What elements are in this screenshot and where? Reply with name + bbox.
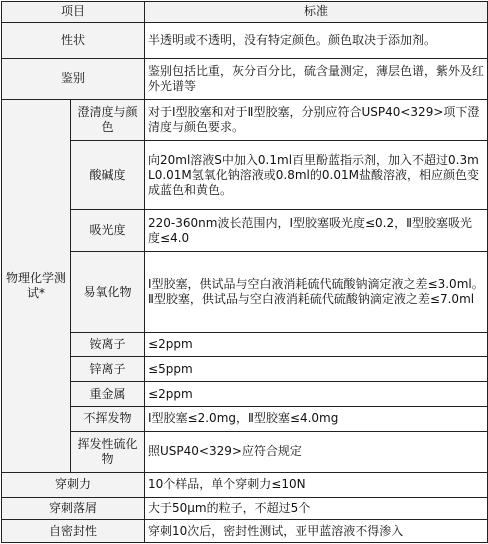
header-row	[2, 2, 488, 23]
row-label-identification: 鉴别	[2, 58, 145, 99]
table-row	[2, 22, 488, 58]
table-row	[2, 99, 488, 140]
spec-table	[1, 1, 488, 543]
table-row	[2, 357, 488, 382]
sub-label-ammonium: 铵离子	[71, 332, 145, 357]
table-row	[2, 332, 488, 357]
sub-standard-volatile-sulfide: 照USP40<329>应符合规定	[145, 431, 488, 472]
row-standard-self-seal: 穿刺10次后，密封性测试，亚甲蓝溶液不得渗入	[145, 520, 488, 543]
sub-label-heavy-metals: 重金属	[71, 382, 145, 407]
oxidizable-type1: Ⅰ型胶塞，供试品与空白液消耗硫代硫酸钠滴定液之差≤3.0ml。	[148, 277, 484, 292]
table-row	[2, 252, 488, 332]
row-label-penetration: 穿刺力	[2, 472, 145, 497]
oxidizable-type2: Ⅱ型胶塞，供试品与空白液消耗硫代硫酸钠滴定液之差≤7.0ml	[148, 292, 475, 307]
sub-label-volatile-sulfide: 挥发性硫化物	[71, 431, 145, 472]
table-row	[2, 382, 488, 407]
sub-standard-clarity: 对于I型胶塞和对于Ⅱ型胶塞，分别应符合USP40<329>项下澄清度与颜色要求。	[145, 99, 488, 140]
sub-standard-ammonium: ≤2ppm	[145, 332, 488, 357]
sub-label-clarity: 澄清度与颜色	[71, 99, 145, 140]
row-label-fragmentation: 穿刺落屑	[2, 497, 145, 520]
sub-standard-zinc: ≤5ppm	[145, 357, 488, 382]
table-row	[2, 406, 488, 431]
sub-label-absorbance: 吸光度	[71, 210, 145, 252]
sub-label-nonvolatile: 不挥发物	[71, 406, 145, 431]
row-label-self-seal: 自密封性	[2, 520, 145, 543]
header-standard: 标准	[145, 2, 488, 23]
sub-label-zinc: 锌离子	[71, 357, 145, 382]
sub-standard-acidity: 向20ml溶液S中加入0.1ml百里酚蓝指示剂，加入不超过0.3mL0.01M氢氧化钠溶液或0.8ml的0.01M盐酸溶液，相应颜色变成蓝色和黄色。	[145, 141, 488, 210]
row-label-physchem: 物理化学测试*	[2, 99, 71, 472]
table-row	[2, 210, 488, 252]
sub-standard-heavy-metals: ≤2ppm	[145, 382, 488, 407]
row-standard-penetration: 10个样品，单个穿刺力≤10N	[145, 472, 488, 497]
table-row	[2, 431, 488, 472]
sub-label-oxidizable: 易氧化物	[71, 252, 145, 332]
table-row	[2, 497, 488, 520]
table-row	[2, 141, 488, 210]
sub-standard-oxidizable	[145, 252, 488, 332]
row-label-appearance: 性状	[2, 22, 145, 58]
table-row	[2, 520, 488, 543]
row-standard-appearance: 半透明或不透明，没有特定颜色。颜色取决于添加剂。	[145, 22, 488, 58]
sub-label-acidity: 酸碱度	[71, 141, 145, 210]
row-standard-identification: 鉴别包括比重，灰分百分比，硫含量测定，薄层色谱，紫外及红外光谱等	[145, 58, 488, 99]
header-item: 项目	[2, 2, 145, 23]
table-row	[2, 472, 488, 497]
sub-standard-nonvolatile: Ⅰ型胶塞≤2.0mg，Ⅱ型胶塞≤4.0mg	[145, 406, 488, 431]
sub-standard-absorbance: 220-360nm波长范围内，Ⅰ型胶塞吸光度≤0.2，Ⅱ型胶塞吸光度≤4.0	[145, 210, 488, 252]
table-row	[2, 58, 488, 99]
row-standard-fragmentation: 大于50μm的粒子，不超过5个	[145, 497, 488, 520]
